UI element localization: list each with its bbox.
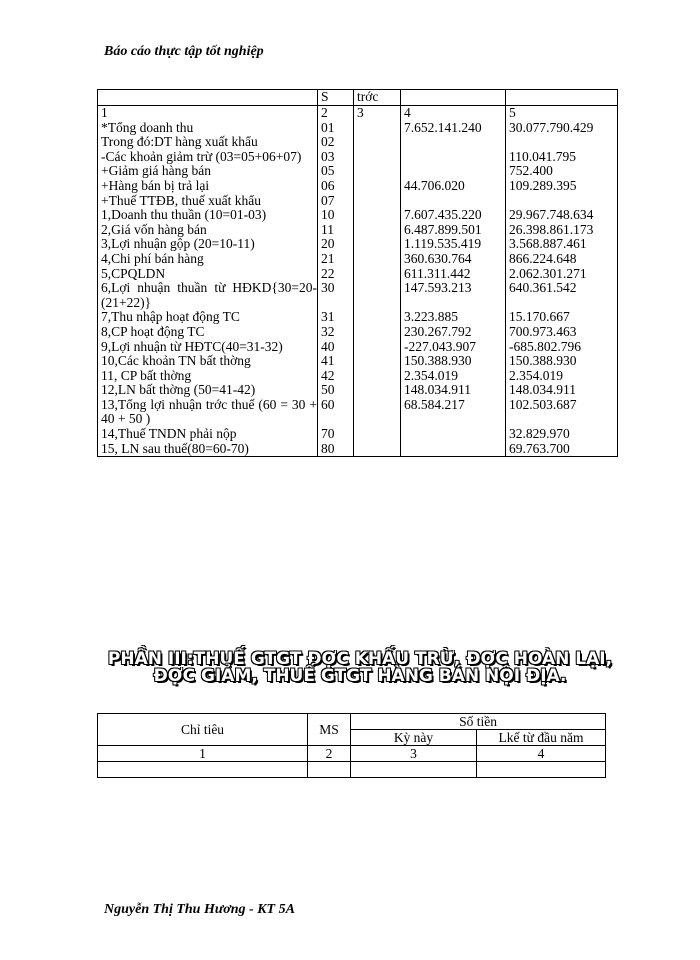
table-cell — [401, 135, 506, 150]
table-cell: Trong đó:DT hàng xuất khẩu — [98, 135, 318, 150]
table-row — [98, 281, 618, 310]
table-cell — [401, 194, 506, 209]
table-cell — [354, 179, 401, 194]
header-chi-tieu: Chỉ tiêu — [98, 714, 308, 746]
table-row — [98, 223, 618, 238]
table-cell — [506, 194, 618, 209]
table-cell: trớc — [354, 90, 401, 106]
table-row — [98, 340, 618, 355]
income-statement-table — [97, 89, 618, 457]
table-cell: 10 — [318, 208, 354, 223]
table-cell: 611.311.442 — [401, 267, 506, 282]
table-cell — [506, 90, 618, 106]
table-cell: 7,Thu nhập hoạt động TC — [98, 310, 318, 325]
table-cell: 3 — [354, 106, 401, 121]
header-luy-ke: Lkế từ đầu năm — [477, 730, 606, 746]
table-cell — [354, 121, 401, 136]
table-cell: 05 — [318, 164, 354, 179]
table-cell: 15, LN sau thuế(80=60-70) — [98, 442, 318, 457]
table-cell: 21 — [318, 252, 354, 267]
table-cell: 109.289.395 — [506, 179, 618, 194]
table-cell: 2,Giá vốn hàng bán — [98, 223, 318, 238]
table-cell — [354, 310, 401, 325]
table-cell: 14,Thuế TNDN phải nộp — [98, 427, 318, 442]
table-cell: 102.503.687 — [506, 398, 618, 427]
table-cell: 69.763.700 — [506, 442, 618, 457]
table-cell — [401, 164, 506, 179]
table-cell: 7.652.141.240 — [401, 121, 506, 136]
table-cell: 13,Tổng lợi nhuận trớc thuế (60 = 30 + 40 + 50 ) — [98, 398, 318, 427]
table-cell — [354, 369, 401, 384]
table-cell: 148.034.911 — [506, 383, 618, 398]
table-cell: 4 — [477, 746, 606, 762]
table-cell: 40 — [318, 340, 354, 355]
column-number-row — [98, 746, 606, 762]
table-cell: 32 — [318, 325, 354, 340]
table-cell: 26.398.861.173 — [506, 223, 618, 238]
table-cell — [354, 340, 401, 355]
section-title: PHẦN III:THUẾ GTGT ĐỢC KHẤU TRỪ, ĐỢC HOÀN LẠI, ĐỢC GIẢM, THUẾ GTGT HÀNG BÁN NỘI ĐỊA. — [107, 649, 613, 686]
table-row — [98, 398, 618, 427]
table-cell: S — [318, 90, 354, 106]
table-cell: 148.034.911 — [401, 383, 506, 398]
table-cell: 29.967.748.634 — [506, 208, 618, 223]
table-cell: 5,CPQLDN — [98, 267, 318, 282]
table-cell: 2.354.019 — [506, 369, 618, 384]
table-cell: 640.361.542 — [506, 281, 618, 310]
table-cell — [354, 237, 401, 252]
table-cell: 02 — [318, 135, 354, 150]
column-number-row — [98, 106, 618, 121]
table-cell: 01 — [318, 121, 354, 136]
table-cell — [354, 383, 401, 398]
table-cell: 80 — [318, 442, 354, 457]
table-cell: 5 — [506, 106, 618, 121]
table-cell: 2.354.019 — [401, 369, 506, 384]
table-cell — [354, 150, 401, 165]
header-ms: MS — [308, 714, 351, 746]
table-row — [98, 194, 618, 209]
table-cell — [354, 427, 401, 442]
table-cell: 41 — [318, 354, 354, 369]
table-cell: -685.802.796 — [506, 340, 618, 355]
table-row — [98, 267, 618, 282]
table-cell: 110.041.795 — [506, 150, 618, 165]
table-cell — [354, 442, 401, 457]
table-cell: 60 — [318, 398, 354, 427]
table-cell: 1 — [98, 106, 318, 121]
table-row — [98, 208, 618, 223]
table-cell: 3.568.887.461 — [506, 237, 618, 252]
table-cell — [354, 325, 401, 340]
table-cell: -227.043.907 — [401, 340, 506, 355]
table-cell: 8,CP hoạt động TC — [98, 325, 318, 340]
table-cell — [354, 164, 401, 179]
table-cell — [354, 252, 401, 267]
table-cell — [354, 354, 401, 369]
table-cell — [354, 135, 401, 150]
table-cell: 866.224.648 — [506, 252, 618, 267]
table-cell: 3 — [351, 746, 477, 762]
table-row — [98, 354, 618, 369]
page-footer: Nguyễn Thị Thu Hương - KT 5A — [104, 902, 295, 917]
table-cell: 9,Lợi nhuận từ HĐTC(40=31-32) — [98, 340, 318, 355]
table-row — [98, 383, 618, 398]
table-cell: 752.400 — [506, 164, 618, 179]
table-cell: 2 — [318, 106, 354, 121]
table-top-row — [98, 90, 618, 106]
table-cell: 3,Lợi nhuận gộp (20=10-11) — [98, 237, 318, 252]
table-row — [98, 179, 618, 194]
table-cell: 12,LN bất thờng (50=41-42) — [98, 383, 318, 398]
table-cell: 1,Doanh thu thuần (10=01-03) — [98, 208, 318, 223]
table-cell — [354, 223, 401, 238]
table-cell: 70 — [318, 427, 354, 442]
table-cell — [354, 208, 401, 223]
table-row — [98, 762, 606, 778]
table-cell — [401, 442, 506, 457]
table-row — [98, 427, 618, 442]
table-cell — [354, 398, 401, 427]
table-row — [98, 135, 618, 150]
header-ky-nay: Kỳ này — [351, 730, 477, 746]
table-row — [98, 369, 618, 384]
header-so-tien: Số tiền — [351, 714, 606, 730]
table-cell — [351, 762, 477, 778]
table-cell: +Thuế TTĐB, thuế xuất khẩu — [98, 194, 318, 209]
table-cell: 11 — [318, 223, 354, 238]
table-cell — [354, 281, 401, 310]
table-cell: 42 — [318, 369, 354, 384]
table-cell — [401, 427, 506, 442]
table-cell: 30.077.790.429 — [506, 121, 618, 136]
table-cell: 03 — [318, 150, 354, 165]
table-cell: 6.487.899.501 — [401, 223, 506, 238]
table-cell: -Các khoản giảm trừ (03=05+06+07) — [98, 150, 318, 165]
table-cell: 22 — [318, 267, 354, 282]
table-cell — [401, 90, 506, 106]
table-cell: 2.062.301.271 — [506, 267, 618, 282]
table-cell: 360.630.764 — [401, 252, 506, 267]
table-cell: 30 — [318, 281, 354, 310]
table-cell: 10,Các khoản TN bất thờng — [98, 354, 318, 369]
table-cell: 3.223.885 — [401, 310, 506, 325]
table-cell: 4,Chi phí bán hàng — [98, 252, 318, 267]
table-header-row — [98, 714, 606, 730]
table-cell: 31 — [318, 310, 354, 325]
table-cell: 44.706.020 — [401, 179, 506, 194]
page-header: Báo cáo thực tập tốt nghiệp — [104, 44, 264, 59]
table-cell: 150.388.930 — [506, 354, 618, 369]
table-cell: 7.607.435.220 — [401, 208, 506, 223]
table-cell: 50 — [318, 383, 354, 398]
table-cell: 2 — [308, 746, 351, 762]
table-cell: 147.593.213 — [401, 281, 506, 310]
table-row — [98, 150, 618, 165]
table-cell — [308, 762, 351, 778]
table-cell: 06 — [318, 179, 354, 194]
table-cell — [354, 194, 401, 209]
table-cell: +Hàng bán bị trả lại — [98, 179, 318, 194]
table-row — [98, 252, 618, 267]
table-cell — [354, 267, 401, 282]
table-row — [98, 442, 618, 457]
table-cell — [98, 762, 308, 778]
table-cell: *Tổng doanh thu — [98, 121, 318, 136]
table-cell: 20 — [318, 237, 354, 252]
table-cell: 11, CP bất thờng — [98, 369, 318, 384]
table-cell — [98, 90, 318, 106]
table-cell: 700.973.463 — [506, 325, 618, 340]
table-cell — [506, 135, 618, 150]
table-cell: 6,Lợi nhuận thuần từ HĐKD{30=20-(21+22)} — [98, 281, 318, 310]
table-cell: 230.267.792 — [401, 325, 506, 340]
table-row — [98, 310, 618, 325]
table-cell: 32.829.970 — [506, 427, 618, 442]
table-row — [98, 164, 618, 179]
table-cell: +Giảm giá hàng bán — [98, 164, 318, 179]
vat-table — [97, 713, 606, 778]
table-cell — [477, 762, 606, 778]
table-cell: 68.584.217 — [401, 398, 506, 427]
table-cell: 15.170.667 — [506, 310, 618, 325]
table-row — [98, 325, 618, 340]
table-cell: 150.388.930 — [401, 354, 506, 369]
table-row — [98, 237, 618, 252]
table-cell: 07 — [318, 194, 354, 209]
table-cell: 1.119.535.419 — [401, 237, 506, 252]
table-cell: 4 — [401, 106, 506, 121]
table-cell: 1 — [98, 746, 308, 762]
table-cell — [401, 150, 506, 165]
table-row — [98, 121, 618, 136]
